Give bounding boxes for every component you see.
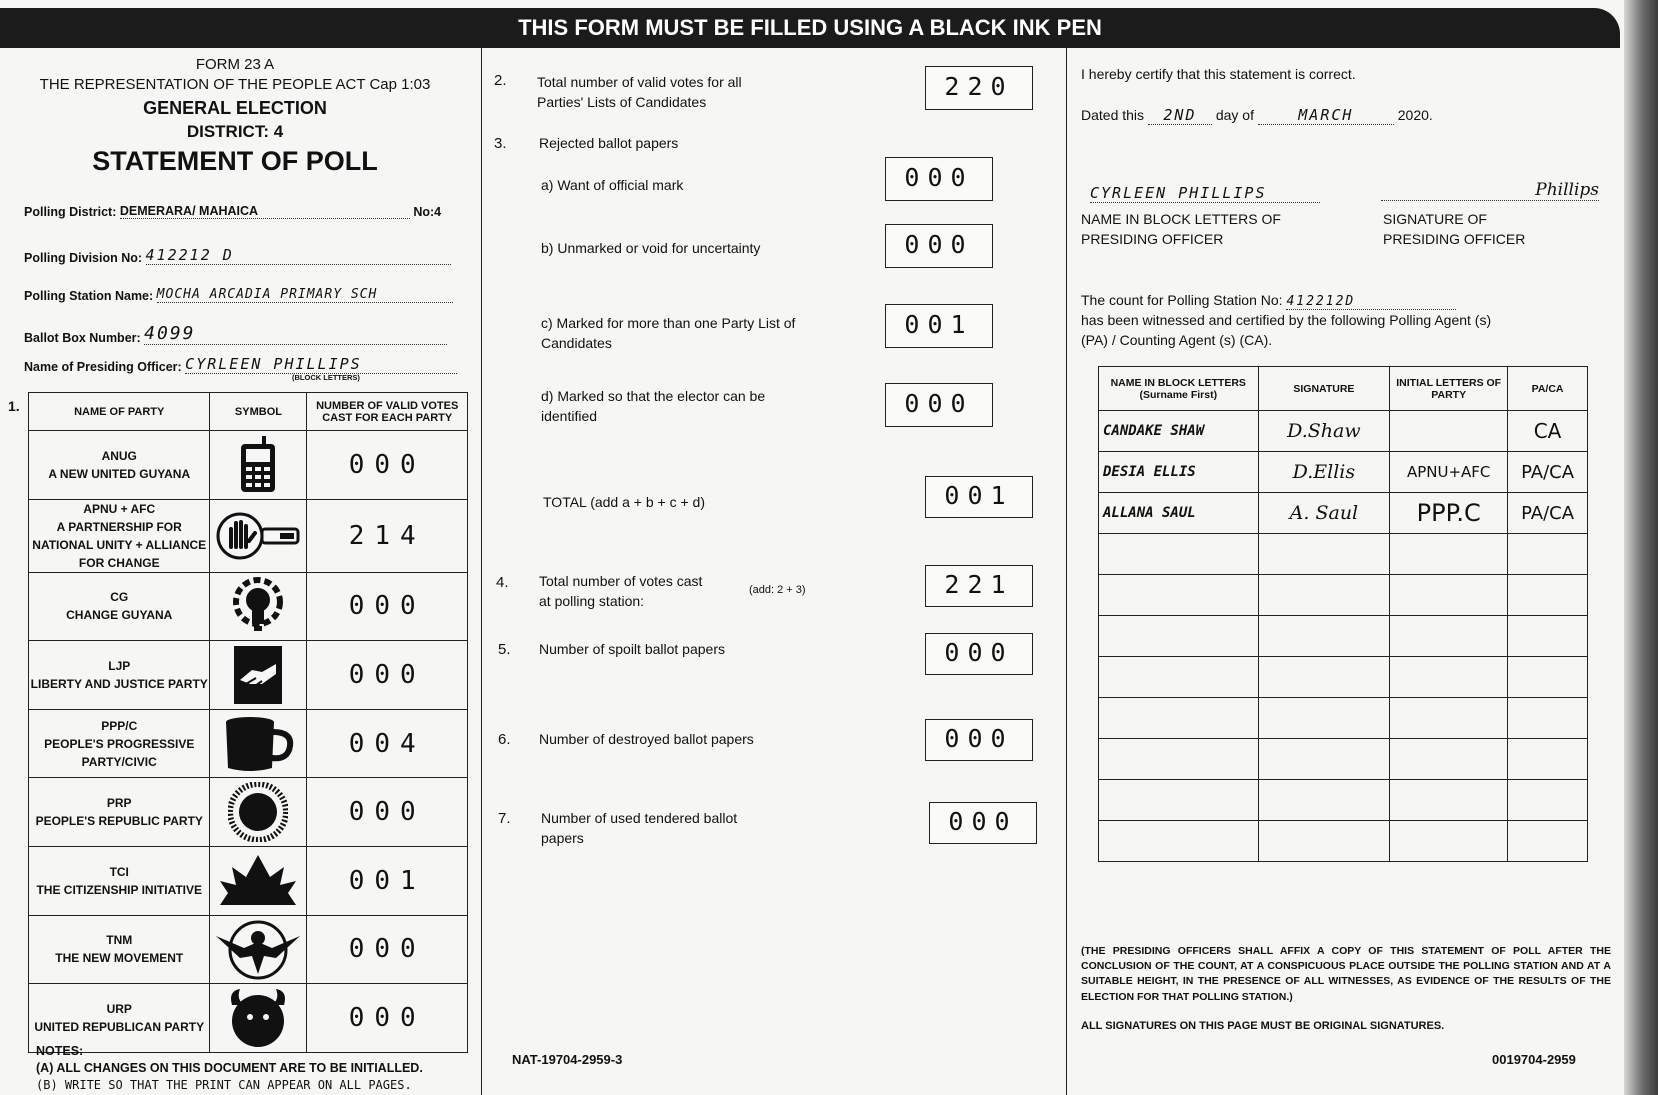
q3a-value-box: 000 [885,157,993,201]
q4-note: (add: 2 + 3) [749,584,806,596]
certify-text: I hereby certify that this statement is correct. [1081,66,1356,82]
presiding-officer-value: CYRLEEN PHILLIPS [185,355,362,373]
polling-division-value: 412212 D [145,246,234,264]
agent-party: PPP.C [1390,493,1508,534]
header-name-of-party: NAME OF PARTY [29,393,210,431]
header-symbol: SYMBOL [210,393,307,431]
dated-day: 2ND [1148,106,1212,125]
party-votes: 000 [307,641,468,710]
agent-row [1099,493,1588,534]
party-votes: 000 [307,984,468,1053]
party-abbr: LJP [108,658,131,673]
party-abbr: TNM [106,933,133,948]
agent-signature: D.Ellis [1258,452,1390,493]
signatures-note: ALL SIGNATURES ON THIS PAGE MUST BE ORIGINAL SIGNATURES. [1081,1020,1445,1032]
ballot-box-label: Ballot Box Number: [24,331,141,345]
ballot-box-field [24,323,447,345]
agent-party: APNU+AFC [1390,452,1508,493]
party-abbr: ANUG [101,448,137,463]
form-header [20,56,450,177]
station-name-field [24,287,453,303]
officer-name-label: NAME IN BLOCK LETTERS OF PRESIDING OFFICER [1081,211,1281,248]
lotus-icon [218,853,298,909]
q3d-value-box: 000 [885,383,993,427]
presiding-officer-label: Name of Presiding Officer: [24,360,182,374]
dated-line [1081,106,1433,125]
header-agent-party: INITIAL LETTERS OF PARTY [1390,367,1508,411]
agent-row-empty [1099,575,1588,616]
party-votes: 000 [307,915,468,984]
header-agent-role: PA/CA [1508,367,1588,411]
phone-icon [238,436,278,494]
party-votes: 000 [307,572,468,641]
party-row-ljp [29,641,468,710]
party-name: PEOPLE'S REPUBLIC PARTY [35,814,203,829]
party-name: A PARTNERSHIP FOR NATIONAL UNITY + ALLIANCE FOR CHANGE [32,519,207,570]
agent-signature: A. Saul [1258,493,1390,534]
total-value-box: 001 [925,476,1033,518]
q5-text: Number of spoilt ballot papers [539,641,725,657]
q6-text: Number of destroyed ballot papers [539,731,754,747]
party-row-pppc [29,709,468,778]
agent-role: PA/CA [1508,493,1588,534]
q3b-value-box: 000 [885,224,993,268]
agent-row-empty [1099,616,1588,657]
agent-row-empty [1099,698,1588,739]
agent-name: CANDAKE SHAW [1099,411,1259,452]
agent-name: DESIA ELLIS [1099,452,1259,493]
q5-number: 5. [498,641,511,658]
affix-disclaimer: (THE PRESIDING OFFICERS SHALL AFFIX A COPY OF THIS STATEMENT OF POLL AFTER THE CONCLUSION OF THE COUNT, AT A CONSPICUOUS PLACE OUTSIDE THE POLLING STATION AND AT A SUITABLE HEIGHT, IN THE PRESENCE OF ALL WITNESSES, AS EVIDENCE OF THE RESULTS OF THE ELECTION FOR THAT POLLING STATION.) [1081,945,1611,1003]
agent-party [1390,411,1508,452]
agent-row-empty [1099,739,1588,780]
q3a-text: a) Want of official mark [541,177,684,193]
handshake-icon [232,644,284,706]
party-votes: 214 [307,499,468,572]
count-text: has been witnessed and certified by the following Polling Agent (s) (PA) / Counting Agent (s) (CA). [1081,312,1492,349]
header-agent-name: NAME IN BLOCK LETTERS (Surname First) [1099,367,1259,411]
eagle-icon [214,918,302,980]
scan-edge-shadow [1624,0,1658,1095]
count-line [1081,292,1456,310]
count-station: 412212D [1286,294,1456,310]
party-name: CHANGE GUYANA [66,608,173,623]
party-row-urp [29,984,468,1053]
q3b-text: b) Unmarked or void for uncertainty [541,240,761,256]
party-row-apnu-afc [29,499,468,572]
party-row-anug [29,431,468,500]
party-abbr: PRP [106,796,132,811]
q5-value-box: 000 [925,633,1033,675]
party-votes: 001 [307,846,468,915]
party-name: THE CITIZENSHIP INITIATIVE [36,882,203,897]
agent-row-empty [1099,534,1588,575]
party-row-tci [29,846,468,915]
hand-key-icon [215,511,301,561]
block-letters-note: (BLOCK LETTERS) [292,373,360,382]
dated-prefix: Dated this [1081,107,1145,123]
q4-text: Total number of votes cast at polling station: [539,573,703,609]
q7-text: Number of used tendered ballot papers [541,810,738,847]
note-a: (A) ALL CHANGES ON THIS DOCUMENT ARE TO BE INITIALLED. [36,1060,423,1075]
party-table-header [29,393,468,431]
q4-value-box: 221 [925,565,1033,607]
dated-month: MARCH [1258,106,1394,125]
q3-text: Rejected ballot papers [539,135,679,151]
note-b: (B) WRITE SO THAT THE PRINT CAN APPEAR ON ALL PAGES. [36,1077,412,1092]
agent-row-empty [1099,821,1588,862]
q2-value-box: 220 [925,66,1033,110]
agent-row [1099,411,1588,452]
total-text: TOTAL (add a + b + c + d) [543,494,705,510]
presiding-officer-field [24,355,457,374]
notes [36,1043,423,1093]
party-name: LIBERTY AND JUSTICE PARTY [30,676,208,691]
header-agent-signature: SIGNATURE [1258,367,1390,411]
party-name: THE NEW MOVEMENT [55,951,184,966]
ballot-box-value: 4099 [144,323,196,344]
sun-icon [228,782,288,842]
party-row-tnm [29,915,468,984]
agent-row [1099,452,1588,493]
officer-signature-label: SIGNATURE OF PRESIDING OFFICER [1383,211,1526,248]
notes-title: NOTES: [36,1044,84,1058]
polling-district-value: DEMERARA/ MAHAICA [119,204,259,218]
q3d-text: d) Marked so that the elector can be identified [541,388,766,424]
election-title: GENERAL ELECTION [143,98,327,118]
party-abbr: TCI [109,864,129,879]
party-votes: 000 [307,778,468,847]
agent-signature: D.Shaw [1258,411,1390,452]
agent-name: ALLANA SAUL [1099,493,1259,534]
q3c-text: c) Marked for more than one Party List of Candidates [541,315,796,351]
header-valid-votes: NUMBER OF VALID VOTES CAST FOR EACH PARTY [307,393,468,431]
cup-icon [220,714,296,774]
agent-row-empty [1099,657,1588,698]
officer-name-block: CYRLEEN PHILLIPS [1090,184,1320,203]
column-divider-right [1066,48,1067,1095]
section-1-number: 1. [8,398,20,414]
agent-role: CA [1508,411,1588,452]
station-name-value: MOCHA ARCADIA PRIMARY SCH [156,287,378,302]
q2-number: 2. [494,72,507,89]
agents-table-header [1099,367,1588,411]
lightbulb-icon [230,576,286,636]
officer-signature: Phillips [1381,180,1599,201]
party-name: PEOPLE'S PROGRESSIVE PARTY/CIVIC [44,736,195,769]
agents-table [1098,366,1588,862]
party-votes-table [28,392,468,1053]
district-label: DISTRICT: 4 [186,122,284,141]
day-of-label: day of [1215,107,1254,123]
count-prefix: The count for Polling Station No: [1081,292,1283,308]
party-votes: 004 [307,709,468,778]
q6-value-box: 000 [925,719,1033,761]
serial-number: NAT-19704-2959-3 [512,1052,623,1067]
page-title: STATEMENT OF POLL [92,146,378,176]
party-abbr: URP [106,1001,132,1016]
district-no: No:4 [413,205,442,219]
party-name: A NEW UNITED GUYANA [48,466,191,481]
q7-number: 7. [498,810,511,827]
party-abbr: CG [110,590,129,605]
agent-row-empty [1099,780,1588,821]
polling-district-field [24,204,441,219]
station-name-label: Polling Station Name: [24,289,154,303]
dated-year: 2020. [1397,107,1433,123]
polling-district-label: Polling District: [24,205,117,219]
party-name: UNITED REPUBLICAN PARTY [34,1019,205,1034]
document-number: 0019704-2959 [1492,1052,1576,1067]
act-reference: THE REPRESENTATION OF THE PEOPLE ACT Cap 1:03 [39,76,431,93]
party-abbr: APNU + AFC [83,501,156,516]
polling-division-field [24,246,451,265]
party-abbr: PPP/C [101,718,138,733]
polling-division-label: Polling Division No: [24,251,143,265]
q6-number: 6. [498,731,511,748]
q3c-value-box: 001 [885,304,993,348]
party-row-cg [29,572,468,641]
q4-number: 4. [496,574,509,591]
bull-icon [226,987,290,1049]
q2-text: Total number of valid votes for all Parties' Lists of Candidates [537,74,742,111]
party-votes: 000 [307,431,468,500]
column-divider-left [481,48,482,1095]
party-row-prp [29,778,468,847]
q7-value-box: 000 [929,802,1037,844]
ink-pen-banner: THIS FORM MUST BE FILLED USING A BLACK INK PEN [0,8,1620,48]
q3-number: 3. [494,135,507,152]
agent-role: PA/CA [1508,452,1588,493]
form-number: FORM 23 A [195,56,275,73]
